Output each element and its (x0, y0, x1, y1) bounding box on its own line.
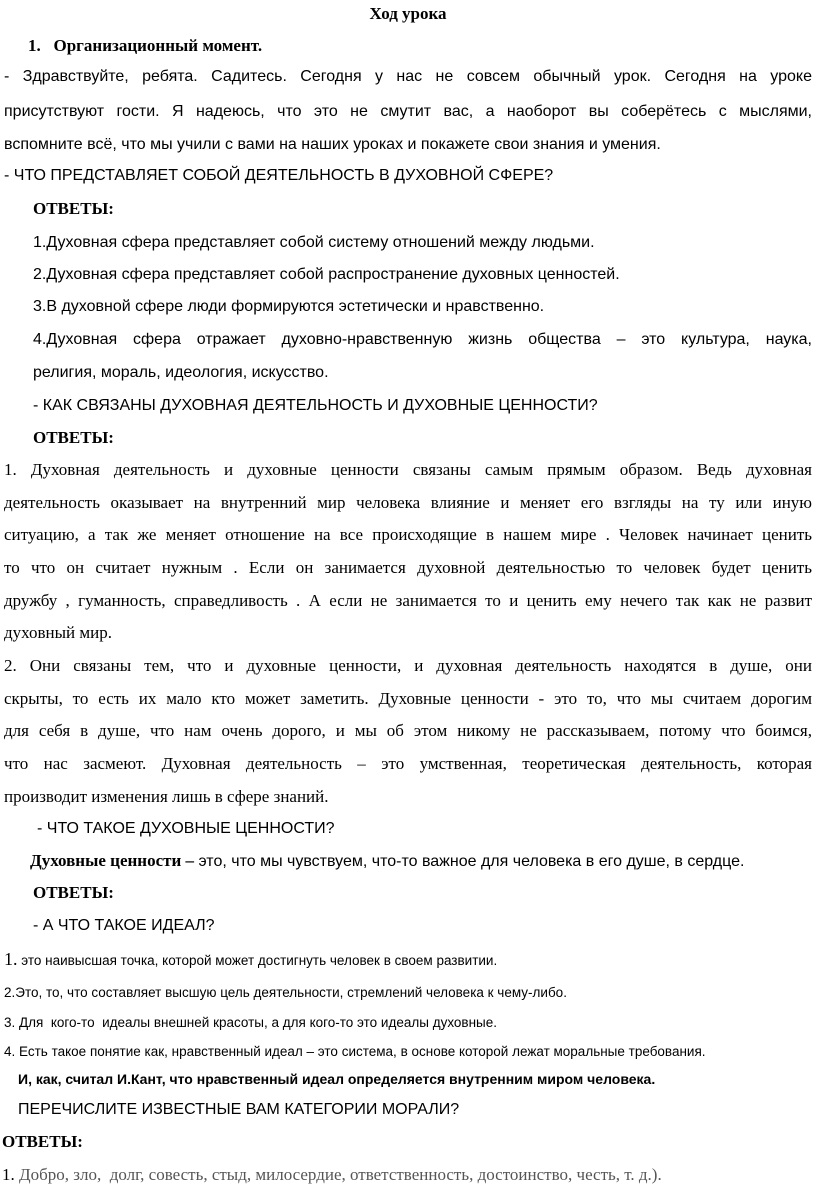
answer-item: 1.Духовная сфера представляет собой систему отношений между людьми. (33, 234, 595, 251)
answer1-line: духовный мир. (4, 623, 113, 642)
answer2-line: скрыты, то есть их мало кто может заметить. Духовные ценности - это то, что мы считаем дорогим (4, 689, 812, 708)
answer1-line: деятельность оказывает на внутренний мир человека влияние и меняет его взгляды на ту или иную (4, 493, 812, 512)
answers-label: ОТВЕТЫ: (33, 199, 114, 218)
page-title: Ход урока (369, 4, 447, 23)
answer1-line: ситуацию, а так же меняет отношение на все происходящие в нашем мире . Человек начинает ценить (4, 525, 812, 544)
moral-answer-text: Добро, зло, долг, совесть, стыд, милосердие, ответственность, достоинство, честь, т. д.). (14, 1165, 662, 1184)
definition-text: это, что мы чувствуем, что-то важное для человека в его душе, в сердце. (194, 853, 745, 870)
ideal-answer-2: 2.Это, то, что составляет высшую цель деятельности, стремлений человека к чему-либо. (4, 985, 567, 1000)
answer-item: 2.Духовная сфера представляет собой распространение духовных ценностей. (33, 266, 620, 283)
answer1-line: 1. Духовная деятельность и духовные ценности связаны самым прямым образом. Ведь духовная (4, 460, 812, 479)
question-activity-values: - КАК СВЯЗАНЫ ДУХОВНАЯ ДЕЯТЕЛЬНОСТЬ И ДУХОВНЫЕ ЦЕННОСТИ? (33, 397, 598, 414)
question-moral-categories: ПЕРЕЧИСЛИТЕ ИЗВЕСТНЫЕ ВАМ КАТЕГОРИИ МОРАЛИ? (18, 1101, 460, 1118)
definition-term: Духовные ценности – (30, 851, 195, 870)
ideal-answer-1-num: 1. (4, 949, 18, 969)
section-heading-organizational: 1. Организационный момент. (28, 36, 263, 55)
ideal-answer-3: 3. Для кого-то идеалы внешней красоты, а для кого-то это идеалы духовные. (4, 1015, 498, 1030)
answers-label: ОТВЕТЫ: (33, 883, 114, 902)
ideal-answer-4: 4. Есть такое понятие как, нравственный идеал – это система, в основе которой лежат моральные требования. (4, 1044, 706, 1059)
definition-spiritual-values (30, 850, 816, 873)
ideal-answer-1 (4, 948, 816, 972)
moral-categories-answer (2, 1164, 816, 1186)
answer-item: религия, мораль, идеология, искусство. (33, 364, 329, 381)
answer-item: 3.В духовной сфере люди формируются эстетически и нравственно. (33, 298, 545, 315)
answer2-line: для себя в душе, что нам очень дорого, и мы об этом никому не рассказываем, потому что боимся, (4, 721, 812, 740)
answer2-line: производит изменения лишь в сфере знаний. (4, 787, 329, 806)
answer2-line: что нас засмеют. Духовная деятельность – это умственная, теоретическая деятельность, которая (4, 754, 812, 773)
question-spiritual-values: - ЧТО ТАКОЕ ДУХОВНЫЕ ЦЕННОСТИ? (37, 820, 335, 837)
answer-item: 4.Духовная сфера отражает духовно-нравственную жизнь общества – это культура, наука, (33, 331, 812, 348)
question-spiritual-sphere: - ЧТО ПРЕДСТАВЛЯЕТ СОБОЙ ДЕЯТЕЛЬНОСТЬ В ДУХОВНОЙ СФЕРЕ? (4, 167, 554, 184)
intro-line-3: вспомните всё, что мы учили с вами на наших уроках и покажете свои знания и умения. (4, 136, 661, 153)
answers-label: ОТВЕТЫ: (2, 1132, 83, 1151)
kant-note: И, как, считал И.Кант, что нравственный идеал определяется внутренним миром человека. (18, 1071, 656, 1087)
answer1-line: то что он считает нужным . Если он занимается духовной деятельностью то человек будет ценить (4, 558, 812, 577)
ideal-answer-1-text: это наивысшая точка, которой может достигнуть человек в своем развитии. (17, 953, 498, 968)
question-ideal: - А ЧТО ТАКОЕ ИДЕАЛ? (33, 917, 215, 934)
intro-line-1: - Здравствуйте, ребята. Садитесь. Сегодня у нас не совсем обычный урок. Сегодня на уроке (4, 68, 812, 85)
moral-answer-num: 1. (2, 1165, 15, 1184)
answer2-line: 2. Они связаны тем, что и духовные ценности, и духовная деятельность находятся в душе, они (4, 656, 812, 675)
answer1-line: дружбу , гуманность, справедливость . А если не занимается то и ценить ему нечего так как не развит (4, 591, 812, 610)
intro-line-2: присутствуют гости. Я надеюсь, что это не смутит вас, а наоборот вы соберётесь с мыслями, (4, 103, 812, 120)
answers-label: ОТВЕТЫ: (33, 428, 114, 447)
